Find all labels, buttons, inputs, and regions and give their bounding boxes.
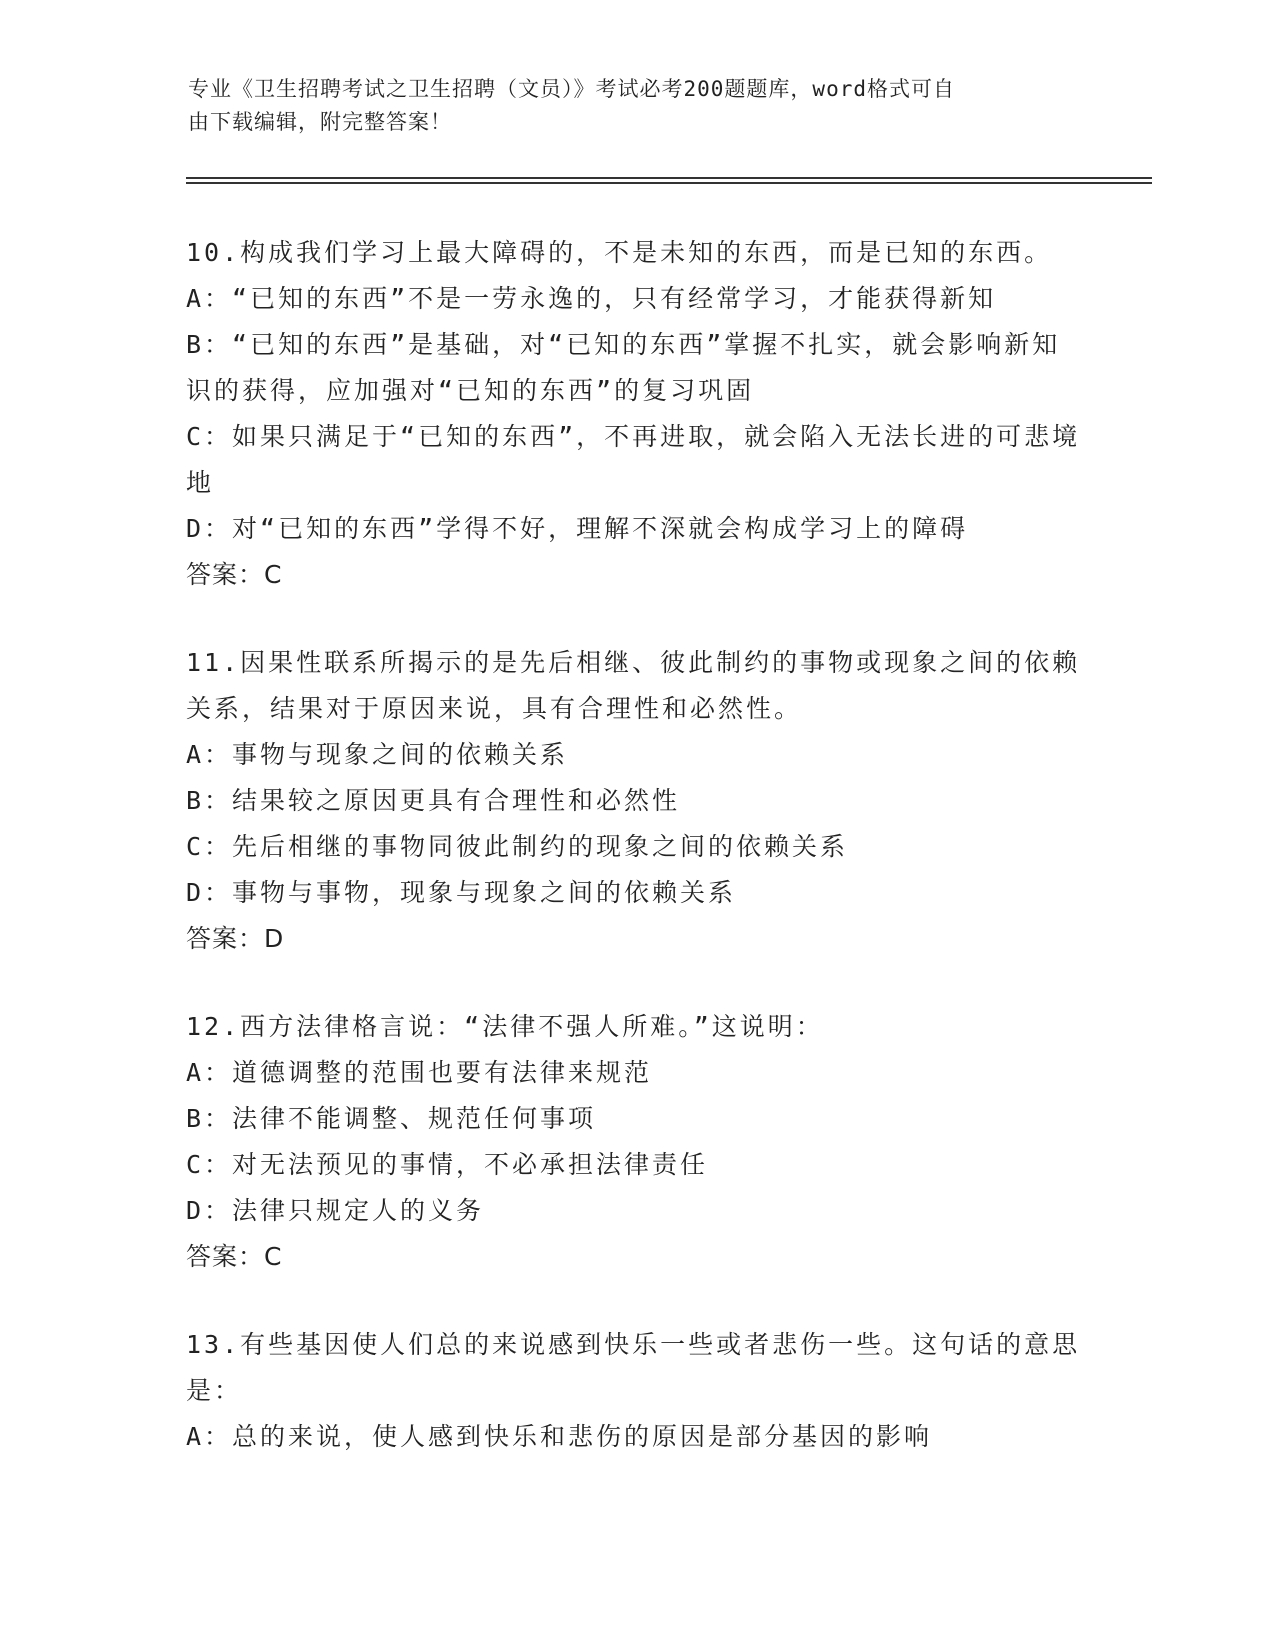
option-b: B：法律不能调整、规范任何事项 [186,1104,597,1133]
option-a: A：“已知的东西”不是一劳永逸的，只有经常学习，才能获得新知 [186,284,997,313]
option-d: D：法律只规定人的义务 [186,1196,485,1225]
question-10 [186,230,1086,598]
answer-label: 答案：D [186,924,285,953]
header-rule-top [186,177,1152,179]
answer-label: 答案：C [186,1242,283,1271]
option-b: B：“已知的东西”是基础，对“已知的东西”掌握不扎实，就会影响新知识的获得，应加强对“已知的东西”的复习巩固 [186,330,1061,405]
question-12 [186,1004,1086,1280]
option-a: A：事物与现象之间的依赖关系 [186,740,569,769]
question-text: 10.构成我们学习上最大障碍的，不是未知的东西，而是已知的东西。 [186,238,1053,267]
question-text: 13.有些基因使人们总的来说感到快乐一些或者悲伤一些。这句话的意思是： [186,1330,1081,1405]
header-rule-bottom [186,182,1152,184]
option-a: A：道德调整的范围也要有法律来规范 [186,1058,653,1087]
question-11 [186,640,1086,962]
option-d: D：对“已知的东西”学得不好，理解不深就会构成学习上的障碍 [186,514,969,543]
option-b: B：结果较之原因更具有合理性和必然性 [186,786,681,815]
option-d: D：事物与事物，现象与现象之间的依赖关系 [186,878,737,907]
question-list [186,230,1086,1502]
question-13 [186,1322,1086,1460]
question-text: 12.西方法律格言说：“法律不强人所难。”这说明： [186,1012,824,1041]
option-c: C：对无法预见的事情，不必承担法律责任 [186,1150,709,1179]
document-header [188,73,1088,139]
option-a: A：总的来说，使人感到快乐和悲伤的原因是部分基因的影响 [186,1422,933,1451]
option-c: C：如果只满足于“已知的东西”，不再进取，就会陷入无法长进的可悲境地 [186,422,1081,497]
question-text: 11.因果性联系所揭示的是先后相继、彼此制约的事物或现象之间的依赖关系，结果对于原因来说，具有合理性和必然性。 [186,648,1081,723]
answer-label: 答案：C [186,560,283,589]
header-line-2: 由下载编辑，附完整答案！ [188,110,452,134]
option-c: C：先后相继的事物同彼此制约的现象之间的依赖关系 [186,832,849,861]
header-line-1: 专业《卫生招聘考试之卫生招聘（文员）》考试必考200题题库，word格式可自 [188,77,955,101]
